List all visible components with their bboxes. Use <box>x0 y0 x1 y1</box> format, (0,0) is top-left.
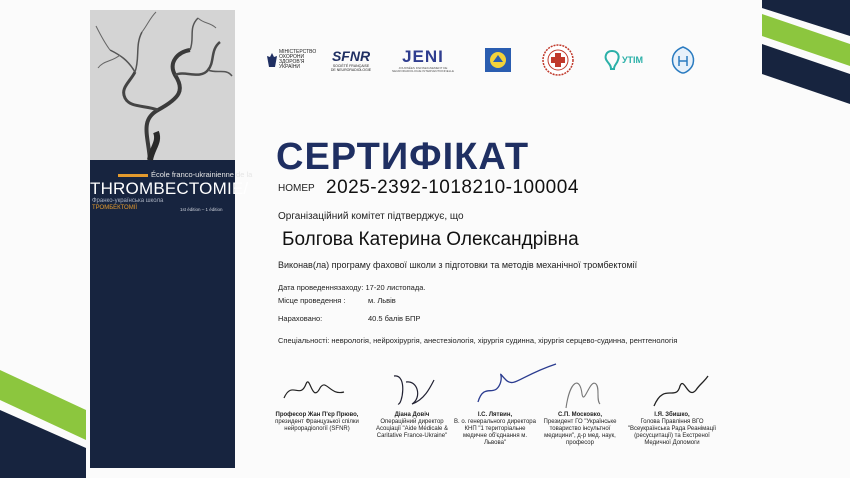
event-date: Дата проведеннязаходу: 17-20 листопада. <box>278 283 426 292</box>
signatory-2: Діана Довіч Операційний директор Асоціації "Aide Médicale & Caritative France-Ukraine" <box>375 412 449 439</box>
signatory-3: І.С. Лятвин, В. о. генерального директора КНП "1 територіальне медичне об'єднання м. Львова" <box>454 412 536 446</box>
utim-logo-text: УТІМ <box>621 55 644 65</box>
edition-label: 1st édition – 1 édition <box>180 207 223 212</box>
points-value: 40.5 балів БПР <box>368 314 421 323</box>
event-place-label: Місце проведення : <box>278 296 346 305</box>
association-logo <box>482 42 514 78</box>
signature-4 <box>560 370 604 414</box>
jeni-logo-text: JENI <box>402 47 444 66</box>
school-banner-panel <box>90 10 253 468</box>
certificate-title: СЕРТИФІКАТ <box>276 136 530 178</box>
signature-1 <box>282 370 346 410</box>
course-description: Виконав(ла) програму фахової школи з підготовки та методів механічної тромбектомії <box>278 260 638 270</box>
certificate-number: 2025-2392-1018210-100004 <box>326 177 579 198</box>
signatory-4: С.П. Московко, Президент ГО "Українське товариство інсультної медицини", д-р мед. наук, професор <box>543 412 617 446</box>
signature-3 <box>470 362 560 410</box>
specialties: Спеціальності: неврологія, нейрохірургія, анестезіологія, хірургія судинна, хірургія серцево-судинна, рентгенологія <box>278 336 678 345</box>
jeni-logo-subtitle: JOURNÉES D'ENSEIGNEMENT DE NEURORADIOLOGIE INTERVENTIONNELLE <box>391 66 455 73</box>
school-name-ua-accent: ТРОМБЕКТОМІЇ <box>92 205 138 211</box>
sfnr-logo-text: SOCIÉTÉ FRANÇAISE DE NEURORADIOLOGIE <box>330 64 372 72</box>
school-name-ua: Франко-українська школа <box>92 198 164 204</box>
jeni-logo <box>388 42 458 78</box>
utim-logo <box>600 42 646 78</box>
ministry-logo-text: МІНІСТЕРСТВО ОХОРОНИ ЗДОРОВ'Я УКРАЇНИ <box>279 49 317 70</box>
ministry-logo <box>266 42 317 78</box>
recipient-name: Болгова Катерина Олександрівна <box>282 229 579 250</box>
medical-cross-logo <box>540 42 576 78</box>
sfnr-logo: SFNR SOCIÉTÉ FRANÇAISE DE NEURORADIOLOGIE <box>330 48 372 72</box>
signatory-1: Професор Жан П'єр Прюво, президент Французької спілки нейрорадіології (SFNR) <box>275 412 359 432</box>
resuscitation-council-logo <box>666 42 700 78</box>
school-name-fr: École franco-ukrainienne de la <box>118 170 252 179</box>
angiography-image <box>90 10 235 160</box>
number-label: НОМЕР <box>278 183 315 194</box>
signature-5 <box>650 372 710 412</box>
signature-2 <box>388 370 438 410</box>
signatory-5: І.Я. Збишко, Голова Правління ВГО "Всеукраїнська Рада Реанімації (ресусцитації) та Екстреної Медичної Допомоги <box>627 412 717 446</box>
school-title: THROMBECTOMIE/ <box>90 179 249 198</box>
event-place-value: м. Львів <box>368 296 396 305</box>
intro-text: Організаційний комітет підтверджує, що <box>278 211 464 222</box>
points-label: Нараховано: <box>278 314 323 323</box>
